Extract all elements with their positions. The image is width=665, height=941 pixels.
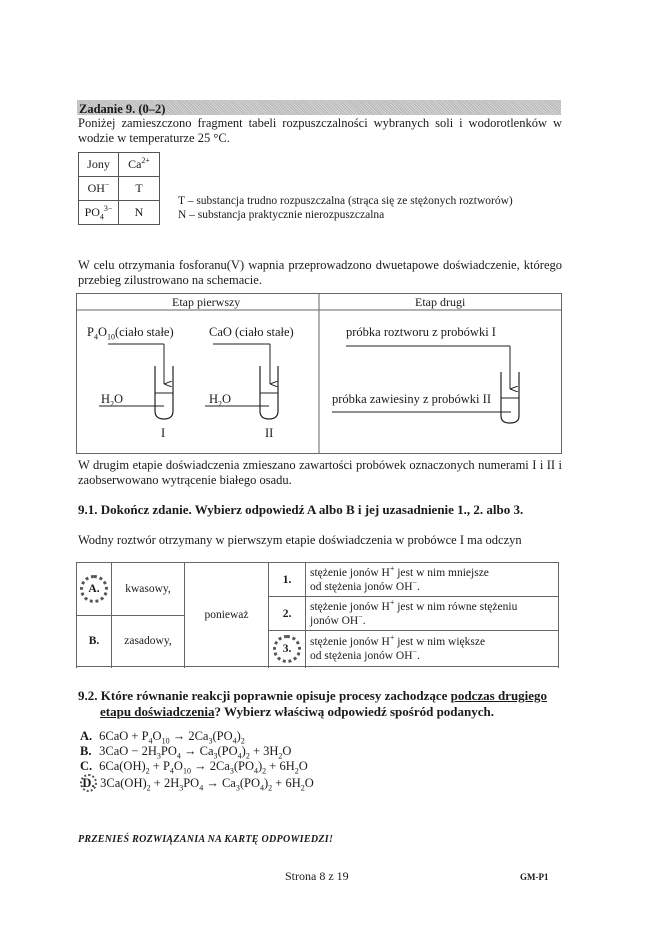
charge: + (389, 632, 395, 642)
exam-code: GM-P1 (520, 872, 549, 882)
charge: + (389, 563, 395, 573)
charge: − (412, 577, 418, 587)
reason-text: . (417, 580, 420, 593)
ion-symbol: PO (84, 205, 100, 219)
title-text: 9.2. Które równanie reakcji poprawnie opisuje procesy zachodzące (78, 688, 451, 703)
formula-sub: 4 (93, 332, 98, 342)
title-underlined: etapu doświadczenia (100, 704, 215, 719)
formula-part: O (114, 392, 124, 406)
reason-1-text (306, 563, 559, 597)
title-text: ? Wybierz właściwą odpowiedź spośród podanych. (214, 704, 495, 719)
reason-text: od stężenia jonów OH (310, 649, 413, 662)
option-a-letter: A. (80, 575, 108, 603)
option-a-cell[interactable] (77, 563, 112, 616)
experiment-intro: W celu otrzymania fosforanu(V) wapnia przeprowadzono dwuetapowe doświadczenie, którego przebieg zilustrowano na schemacie. (78, 258, 562, 287)
water-label-1 (101, 392, 123, 407)
ion-charge: − (104, 180, 110, 189)
table-header-row (79, 153, 160, 177)
legend-t: T – substancja trudno rozpuszczalna (strąca się ze stężonych roztworów) (178, 195, 513, 207)
formula-part: O (222, 392, 232, 406)
solubility-table (78, 152, 160, 225)
question-9-1-title: 9.1. Dokończ zdanie. Wybierz odpowiedź A albo B i jej uzasadnienie 1., 2. albo 3. (78, 502, 524, 517)
ion-cell (79, 201, 119, 225)
reason-1-number[interactable]: 1. (269, 563, 306, 597)
task-intro: Poniżej zamieszczono fragment tabeli rozpuszczalności wybranych soli i wodorotlenków w wodzie w temperaturze 25 °C. (78, 116, 562, 145)
diagram-drawing (77, 294, 561, 453)
option-d[interactable]: D. $3Ca(OH)_2 + 2H_3PO_4 \to Ca_3(PO_4)_2 + 6H_2O$ (80, 774, 314, 792)
header-cell-ions: Jony (79, 153, 119, 177)
reagent-state: (ciało stałe) (114, 325, 174, 339)
stage2-sample1-label: próbka roztworu z probówki I (346, 325, 496, 339)
legend-n: N – substancja praktycznie nierozpuszczalna (178, 209, 385, 221)
reason-text: jest w nim równe stężeniu (394, 600, 518, 613)
option-b[interactable]: B. $3CaO - 2H_3PO_4 \to Ca_3(PO_4)_2 + 3H_2O$ (80, 744, 292, 761)
reason-text: jonów OH (310, 614, 359, 627)
reason-text: stężenie jonów H (310, 566, 390, 579)
task-header (77, 100, 561, 115)
reason-2-text (306, 597, 559, 631)
ion-symbol: OH (87, 181, 105, 195)
reason-text: stężenie jonów H (310, 635, 390, 648)
formula-sub: 2 (110, 399, 115, 409)
option-c[interactable]: C. $6Ca(OH)_2 + P_4O_{10} \to 2Ca_3(PO_4)_2 + 6H_2O$ (80, 759, 308, 776)
stage1-title: Etap pierwszy (172, 295, 241, 309)
option-letter: A. (80, 729, 93, 743)
tube2-reagent-label: CaO (ciało stałe) (209, 325, 294, 339)
formula-sub: 10 (106, 332, 115, 342)
page-number: Strona 8 z 19 (285, 869, 349, 883)
answer-table (76, 562, 559, 667)
test-tube-2 (260, 366, 278, 419)
formula-part: H (209, 392, 219, 406)
table-row (79, 177, 160, 201)
reason-text: od stężenia jonów OH (310, 580, 413, 593)
reason-3-text (306, 631, 559, 667)
option-a-text: kwasowy, (112, 563, 185, 616)
option-b-text: zasadowy, (112, 616, 185, 667)
reason-3-number: 3. (273, 635, 301, 663)
calcium-symbol: Ca (128, 157, 142, 171)
tube1-label: I (161, 426, 166, 440)
reason-text: . (417, 649, 420, 662)
question-9-2-title (78, 688, 562, 720)
table-row (79, 201, 160, 225)
connector-cell: ponieważ (185, 563, 269, 667)
ion-subscript: 4 (99, 212, 104, 222)
charge: − (358, 611, 363, 621)
value-cell: T (119, 177, 160, 201)
option-letter-circled: D. (80, 774, 97, 792)
formula-part: O (97, 325, 107, 339)
task-title: Zadanie 9. (0–2) (79, 102, 166, 116)
header-cell-calcium (119, 153, 160, 177)
option-letter: C. (80, 759, 93, 773)
option-a[interactable]: A. $6CaO + P_4O_{10} \to 2Ca_3(PO_4)_2$ (80, 729, 245, 746)
reason-text: jest w nim mniejsze (394, 566, 489, 579)
value-cell: N (119, 201, 160, 225)
experiment-diagram (76, 293, 562, 454)
formula-part: P (87, 325, 94, 339)
observation-text: W drugim etapie doświadczenia zmieszano zawartości probówek oznaczonych numerami I i II i zaobserwowano wytrącenie białego osadu. (78, 458, 562, 487)
question-9-1-stem: Wodny roztwór otrzymany w pierwszym etapie doświadczenia w probówce I ma odczyn (78, 533, 522, 547)
reason-3-number-cell[interactable] (269, 631, 306, 667)
ion-cell (79, 177, 119, 201)
water-label-2 (209, 392, 231, 407)
transfer-notice: PRZENIEŚ ROZWIĄZANIA NA KARTĘ ODPOWIEDZI! (78, 834, 334, 845)
tube1-reagent-label (87, 325, 174, 340)
calcium-charge: 2+ (141, 156, 150, 165)
option-letter: B. (80, 744, 92, 758)
option-b-cell[interactable]: B. (77, 616, 112, 667)
charge: + (389, 597, 395, 607)
reason-2-number[interactable]: 2. (269, 597, 306, 631)
reason-text: jest w nim większe (394, 635, 486, 648)
title-underlined: podczas drugiego (450, 688, 548, 703)
reason-text: stężenie jonów H (310, 600, 390, 613)
tube2-label: II (265, 426, 274, 440)
ion-charge: 3− (103, 204, 113, 213)
formula-part: H (101, 392, 111, 406)
formula-sub: 2 (218, 399, 223, 409)
stage2-sample2-label: próbka zawiesiny z probówki II (332, 392, 491, 406)
stage2-title: Etap drugi (415, 295, 466, 309)
charge: − (412, 646, 418, 656)
reason-text: . (362, 614, 366, 627)
